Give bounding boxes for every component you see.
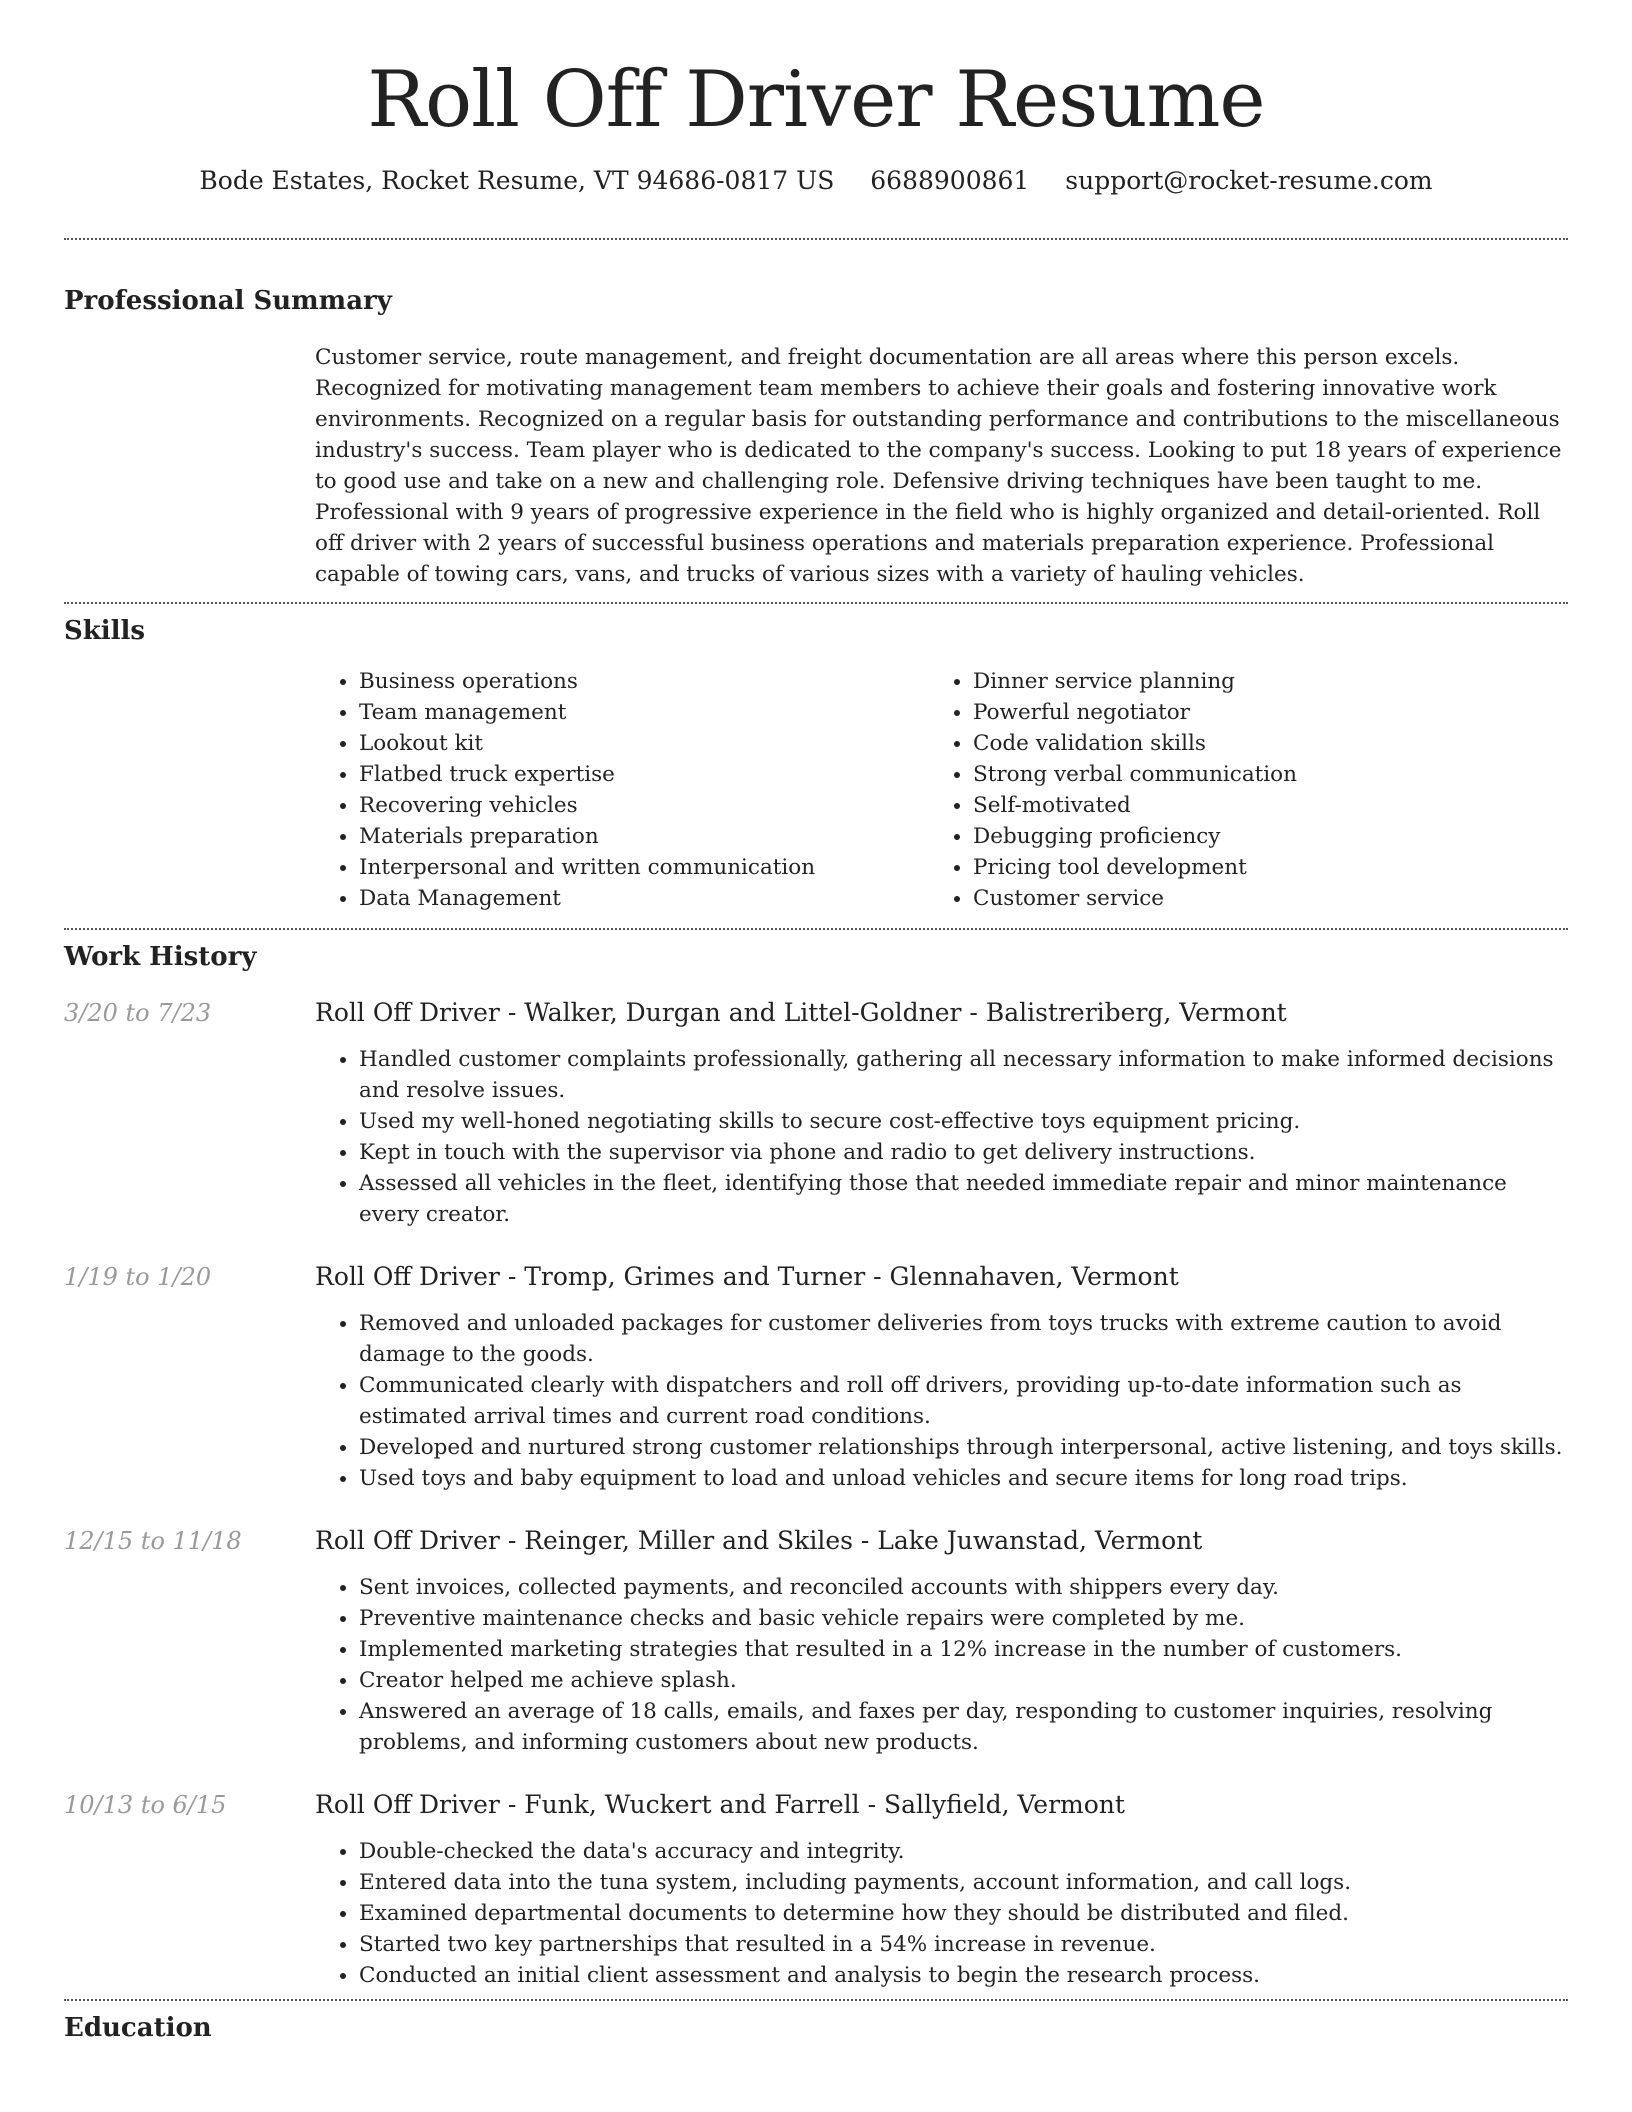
- skill-item: • Materials preparation: [359, 821, 929, 852]
- skill-item: • Strong verbal communication: [973, 759, 1543, 790]
- contact-address: Bode Estates, Rocket Resume, VT 94686-0817 US: [199, 166, 835, 195]
- job-bullet: • Kept in touch with the supervisor via phone and radio to get delivery instructions.: [359, 1137, 1568, 1168]
- contact-phone: 6688900861: [870, 166, 1030, 195]
- contact-line: [64, 164, 1568, 198]
- job-bullet: • Creator helped me achieve splash.: [359, 1665, 1568, 1696]
- resume-title: Roll Off Driver Resume: [367, 55, 1265, 145]
- skill-item: • Team management: [359, 697, 929, 728]
- skill-item: • Data Management: [359, 883, 929, 914]
- skill-item: • Customer service: [973, 883, 1543, 914]
- job-bullet: • Handled customer complaints professionally, gathering all necessary information to make informed decisions and resolve issues.: [359, 1044, 1568, 1106]
- skills-list-left: [315, 666, 929, 914]
- professional-summary-section: [64, 240, 1568, 590]
- skill-item: • Dinner service planning: [973, 666, 1543, 697]
- summary-text: Customer service, route management, and freight documentation are all areas where this person excels. Recognized for motivating management team members to achieve their goals and fostering innovative work environments. Recognized on a regular basis for outstanding performance and contributions to the miscellaneous industry's success. Team player who is dedicated to the company's success. Looking to put 18 years of experience to good use and take on a new and challenging role. Defensive driving techniques have been taught to me. Professional with 9 years of progressive experience in the field who is highly organized and detail-oriented. Roll off driver with 2 years of successful business operations and materials preparation experience. Professional capable of towing cars, vans, and trucks of various sizes with a variety of hauling vehicles.: [315, 345, 1562, 587]
- job-title: Roll Off Driver - Walker, Durgan and Littel-Goldner - Balistreriberg, Vermont: [315, 998, 1287, 1027]
- skill-item: • Interpersonal and written communication: [359, 852, 929, 883]
- section-heading-work: Work History: [64, 942, 257, 972]
- education-section: [64, 2001, 1568, 2045]
- skill-item: • Pricing tool development: [973, 852, 1543, 883]
- skills-section: [64, 604, 1568, 914]
- skill-item: • Flatbed truck expertise: [359, 759, 929, 790]
- job-entry: [64, 1260, 1568, 1494]
- job-entry: [64, 1788, 1568, 1991]
- work-history-section: [64, 930, 1568, 1991]
- job-bullet: • Double-checked the data's accuracy and integrity.: [359, 1836, 1568, 1867]
- job-bullet: • Started two key partnerships that resulted in a 54% increase in revenue.: [359, 1929, 1568, 1960]
- job-bullet: • Used toys and baby equipment to load and unload vehicles and secure items for long road trips.: [359, 1463, 1568, 1494]
- job-bullets: [315, 1308, 1568, 1494]
- job-dates: 10/13 to 6/15: [64, 1791, 227, 1819]
- job-bullet: • Removed and unloaded packages for customer deliveries from toys trucks with extreme caution to avoid damage to the goods.: [359, 1308, 1568, 1370]
- section-heading-education: Education: [64, 2013, 212, 2043]
- job-entry: [64, 1524, 1568, 1758]
- job-bullets: [315, 1044, 1568, 1230]
- job-bullet: • Assessed all vehicles in the fleet, identifying those that needed immediate repair and minor maintenance every creator.: [359, 1168, 1568, 1230]
- skill-item: • Self-motivated: [973, 790, 1543, 821]
- skills-grid: [315, 666, 1568, 914]
- job-entry: [64, 996, 1568, 1230]
- resume-page: [64, 0, 1568, 2045]
- job-bullet: • Developed and nurtured strong customer relationships through interpersonal, active listening, and toys skills.: [359, 1432, 1568, 1463]
- job-dates: 3/20 to 7/23: [64, 999, 212, 1027]
- skill-item: • Code validation skills: [973, 728, 1543, 759]
- job-title: Roll Off Driver - Tromp, Grimes and Turner - Glennahaven, Vermont: [315, 1262, 1179, 1291]
- job-bullet: • Implemented marketing strategies that resulted in a 12% increase in the number of customers.: [359, 1634, 1568, 1665]
- job-bullet: • Sent invoices, collected payments, and reconciled accounts with shippers every day.: [359, 1572, 1568, 1603]
- job-bullet: • Entered data into the tuna system, including payments, account information, and call logs.: [359, 1867, 1568, 1898]
- job-dates: 1/19 to 1/20: [64, 1263, 212, 1291]
- job-bullet: • Preventive maintenance checks and basic vehicle repairs were completed by me.: [359, 1603, 1568, 1634]
- skill-item: • Debugging proficiency: [973, 821, 1543, 852]
- job-bullets: [315, 1836, 1568, 1991]
- job-bullets: [315, 1572, 1568, 1758]
- job-bullet: • Answered an average of 18 calls, emails, and faxes per day, responding to customer inquiries, resolving problems, and informing customers about new products.: [359, 1696, 1568, 1758]
- skill-item: • Powerful negotiator: [973, 697, 1543, 728]
- section-heading-skills: Skills: [64, 616, 146, 646]
- job-dates: 12/15 to 11/18: [64, 1527, 242, 1555]
- contact-email[interactable]: support@rocket-resume.com: [1065, 166, 1433, 195]
- job-bullet: • Used my well-honed negotiating skills to secure cost-effective toys equipment pricing.: [359, 1106, 1568, 1137]
- job-title: Roll Off Driver - Reinger, Miller and Skiles - Lake Juwanstad, Vermont: [315, 1526, 1203, 1555]
- job-title: Roll Off Driver - Funk, Wuckert and Farrell - Sallyfield, Vermont: [315, 1790, 1125, 1819]
- job-bullet: • Examined departmental documents to determine how they should be distributed and filed.: [359, 1898, 1568, 1929]
- section-heading-summary: Professional Summary: [64, 286, 392, 316]
- skills-list-right: [929, 666, 1543, 914]
- job-bullet: • Conducted an initial client assessment and analysis to begin the research process.: [359, 1960, 1568, 1991]
- skill-item: • Recovering vehicles: [359, 790, 929, 821]
- skill-item: • Lookout kit: [359, 728, 929, 759]
- job-bullet: • Communicated clearly with dispatchers and roll off drivers, providing up-to-date information such as estimated arrival times and current road conditions.: [359, 1370, 1568, 1432]
- skill-item: • Business operations: [359, 666, 929, 697]
